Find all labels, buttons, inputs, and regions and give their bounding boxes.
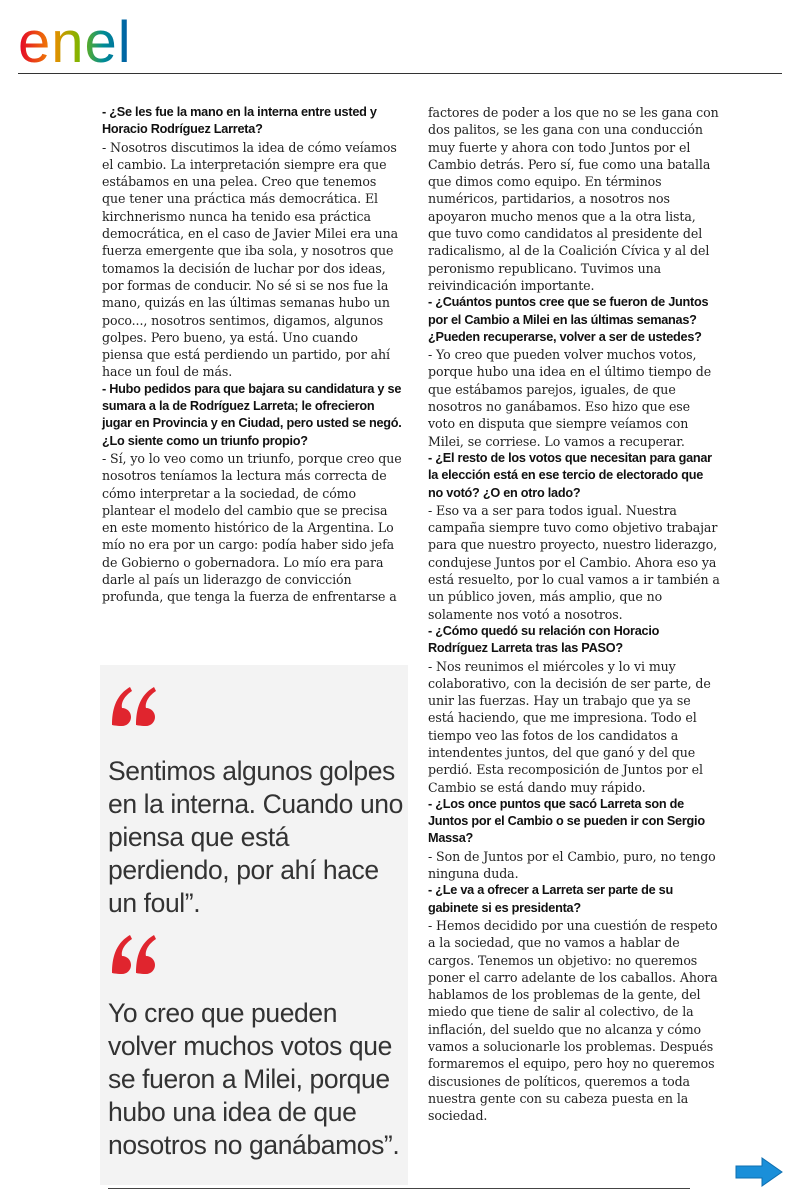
question: - ¿El resto de los votos que necesitan para ganar la elección está en ese tercio de electorado que no votó? ¿O en otro lado? <box>428 450 712 500</box>
arrow-right-icon[interactable] <box>734 1156 784 1188</box>
page-header <box>0 0 800 76</box>
question: - ¿Cuántos puntos cree que se fueron de Juntos por el Cambio a Milei en las últimas semanas? ¿Pueden recuperarse, volver a ser de ustedes? <box>428 295 709 344</box>
question: - ¿Los once puntos que sacó Larreta son de Juntos por el Cambio o se pueden ir con Sergio Massa? <box>428 796 705 846</box>
svg-text:enel: enel <box>18 10 132 70</box>
answer: - Sí, yo lo veo como un triunfo, porque creo que nosotros teníamos la lectura más correcta de cómo interpretar a la sociedad, de cómo plantear el modelo del cambio que se precisa en este momento histórico de la Argentina. Lo mío no era por un cargo: podía haber sido jefa de Gobierno o gobernadora. Lo mío era para darle al país un liderazgo de convicción profunda, que tenga la fuerza de enfrentarse a <box>102 450 402 605</box>
answer: - Eso va a ser para todos igual. Nuestra campaña siempre tuvo como objetivo trabajar para que nuestro proyecto, nuestro liderazgo, condujese Juntos por el Cambio. Ahora eso ya está resuelto, por lo cual vamos a ir también a un público joven, más amplio, que no solamente nos votó a nosotros. <box>428 502 720 622</box>
footer-divider <box>108 1188 690 1189</box>
question: - ¿Le va a ofrecer a Larreta ser parte de su gabinete si es presidenta? <box>428 883 673 915</box>
article-right-column <box>428 104 720 1125</box>
header-divider <box>18 73 782 74</box>
pull-quotes-box <box>100 665 408 1185</box>
question: - Hubo pedidos para que bajara su candidatura y se sumara a la de Rodríguez Larreta; le ofrecieron jugar en Provincia y en Ciudad, pero usted se negó. ¿Lo siente como un triunfo propio? <box>102 381 402 448</box>
question: - ¿Cómo quedó su relación con Horacio Rodríguez Larreta tras las PASO? <box>428 623 660 656</box>
answer: - Nos reunimos el miércoles y lo vi muy colaborativo, con la decisión de ser parte, de unir las fuerzas. Hay un trabajo que ya se está haciendo, que me impresiona. Todo el tiempo veo las fotos de los candidatos a intendentes juntos, del que ganó y del que perdió. Esta recomposición de Juntos por el Cambio se está dando muy rápido. <box>428 658 711 795</box>
answer: - Yo creo que pueden volver muchos votos, porque hubo una idea en el último tiempo de que estábamos parejos, iguales, de que nosotros no ganábamos. Eso hizo que ese voto en disputa que siempre veíamos con Milei, se corriese. Lo vamos a recuperar. <box>428 347 712 449</box>
question: - ¿Se les fue la mano en la interna entre usted y Horacio Rodríguez Larreta? <box>102 105 377 137</box>
answer: - Hemos decidido por una cuestión de respeto a la sociedad, que no vamos a hablar de cargos. Tenemos un objetivo: no queremos poner el carro adelante de los caballos. Ahora hablamos de los problemas de la gente, del miedo que tiene de salir al colectivo, de la inflación, del sueldo que no alcanza y cómo vamos a solucionarle los problemas. Después formaremos el equipo, pero hoy no queremos discusiones de políticos, queremos a toda nuestra gente con su cabeza puesta en la sociedad. <box>428 917 718 1124</box>
answer: factores de poder a los que no se les gana con dos palitos, se les gana con una conducción muy fuerte y ahora con todo Juntos por el Cambio detrás. Pero sí, fue como una batalla que dimos como equipo. En términos numéricos, partidarios, a nosotros nos apoyaron mucho menos que a la otra lista, que tuvo como candidatos al presidente del radicalismo, al de la Coalición Cívica y al del peronismo republicano. Tuvimos una reivindicación importante. <box>428 105 719 293</box>
article-left-column <box>102 104 402 606</box>
quote-mark-icon <box>108 933 160 975</box>
pull-quote-text: Sentimos algunos golpes en la interna. Cuando uno piensa que está perdiendo, por ahí hace un foul”. <box>108 756 403 918</box>
answer: - Nosotros discutimos la idea de cómo veíamos el cambio. La interpretación siempre era que estábamos en una pelea. Creo que tenemos que tener una práctica más democrática. El kirchnerismo nunca ha tenido esa práctica democrática, en el caso de Javier Milei era una fuerza emergente que iba sola, y nosotros que tomamos la decisión de luchar por dos ideas, por formas de conducir. No sé si se nos fue la mano, quizás en las últimas semanas hubo un poco..., nosotros sentimos, digamos, algunos golpes. Pero bueno, ya está. Uno cuando piensa que está perdiendo un partido, por ahí hace un foul de más. <box>102 139 399 380</box>
enel-logo <box>16 6 176 70</box>
pull-quote-text: Yo creo que pueden volver muchos votos que se fueron a Milei, porque hubo una idea de que nosotros no ganábamos”. <box>108 998 400 1160</box>
pull-quote <box>108 933 412 1162</box>
pull-quote <box>108 685 408 920</box>
answer: - Son de Juntos por el Cambio, puro, no tengo ninguna duda. <box>428 848 716 882</box>
quote-mark-icon <box>108 685 160 727</box>
